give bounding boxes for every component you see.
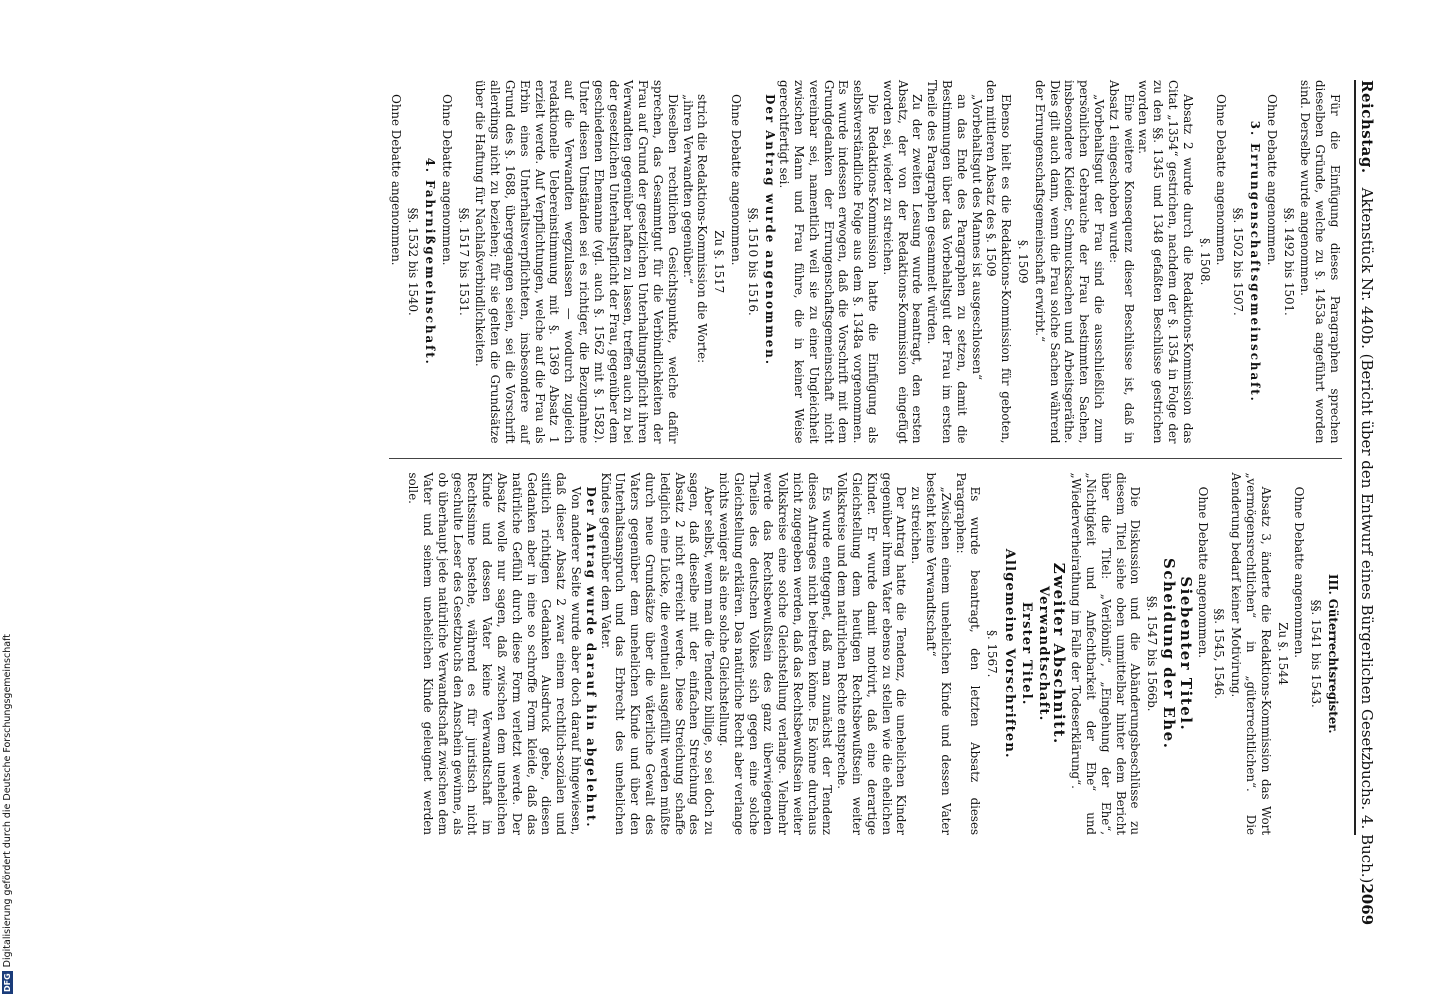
paragraph: Die Diskussion und die Abänderungsbeschlüsse zu diesem Titel siehe oben unmittelbar hinter dem Bericht über die Titel: „Verlöbniß“, „Eingehung der Ehe“, „Nichtigkeit und Anfechtbarkeit der Ehe“ und „Wiederverheirathung im Falle der Todeserklärung“. [1069, 472, 1143, 835]
two-column-body [389, 80, 1342, 835]
section-heading: §§. 1541 bis 1543. [1309, 599, 1324, 708]
paragraph: Ohne Debatte angenommen. [439, 94, 454, 266]
paragraph: Es wurde entgegnet, daß man zunächst der Tendenz dieses Antrages nicht beitreten könne. Es könne durchaus nicht zugegeben werden, daß das Rechtsbewußtsein weiter Volkskreise eine solche Gleichstellung verlange. Vielmehr werde das Rechtsbewußtsein des ganz überwiegenden Theiles des deutschen Volkes sich gegen eine solche Gleichstellung erklären. Das natürliche Recht aber verlange nichts weniger als eine solche Gleichstellung. [716, 472, 835, 835]
paragraph: Von anderer Seite wurde aber doch darauf hingewiesen, daß dieser Absatz 2 zwar einem rechtlich-sozialen und sittlich richtigen Gedanken Ausdruck gebe, diesen Gedanken aber in eine so schroffe Form kleide, daß das natürliche Gefühl durch diese Form verletzt werde. Der Absatz wolle nur sagen, daß zwischen dem unehelichen Kinde und dessen Vater keine Verwandtschaft im Rechtssinne bestehe, während es für juristisch nicht geschulte Leser des Gesetzbuchs den Anschein gewinne, als ob überhaupt jede natürliche Verwandtschaft zwischen dem Vater und seinem unehelichen Kinde geleugnet werden solle. [406, 472, 583, 835]
section-heading: §§. 1532 bis 1540. [406, 207, 421, 316]
header-title: Aktenstück Nr. 440b. (Bericht über den Entwurf eines Bürgerlichen Gesetzbuchs. 4. Buch.) [1358, 187, 1376, 884]
header-left: Reichstag. [1358, 80, 1376, 174]
paragraph: Absatz 3, änderte die Redaktions-Kommission das Wort „vermögensrechtlichen“ in „güterrechtlichen“. Die Aenderung bedarf keiner Motivirung. [1229, 472, 1273, 835]
paragraph: Ohne Debatte angenommen. [1214, 94, 1229, 266]
section-heading: Zu §. 1517 [712, 230, 727, 294]
paragraph: „Vorbehaltsgut des Mannes ist ausgeschlossen“ [969, 94, 984, 380]
paragraph: Für die Einfügung dieses Paragraphen sprechen dieselben Gründe, welche zu §. 1453a angeführt worden sind. Derselbe wurde angenommen. [1298, 80, 1342, 444]
paragraph: „Zwischen einem unehelichen Kinde und dessen Vater besteht keine Verwandtschaft“ [924, 472, 953, 835]
dfg-logo: DFG [3, 973, 12, 992]
right-column [389, 458, 1342, 836]
paragraph: zu streichen. [909, 486, 924, 564]
section-heading: §§. 1517 bis 1531. [456, 207, 471, 316]
section-heading: 3. Errungenschaftsgemeinschaft. [1248, 120, 1263, 403]
paragraph: „ihren Verwandten gegenüber.“ [680, 94, 695, 284]
section-heading: III. Güterrechtsregister. [1326, 574, 1340, 734]
digitization-credit-text: Digitalisierung gefördert durch die Deutsche Forschungsgemeinschaft [2, 634, 13, 968]
paragraph: Ebenso hielt es die Redaktions-Kommission für geboten, den mittleren Absatz des §. 1509 [984, 80, 1014, 444]
section-heading: §§. 1547 bis 1566b. [1145, 595, 1160, 712]
paragraph: Es wurde beantragt, den letzten Absatz dieses Paragraphen: [953, 472, 983, 835]
section-heading: §§. 1502 bis 1507. [1231, 207, 1246, 316]
paragraph: Eine weitere Konsequenz dieser Beschlüsse ist, daß in Absatz 1 eingeschoben wurde: [1106, 80, 1136, 444]
paragraph: Der Antrag hatte die Tendenz, die unehelichen Kinder gegenüber ihrem Vater ebenso zu stellen wie die ehelichen Kinder. Er wurde damit motivirt, daß eine derartige Gleichstellung dem heutigen Rechtsbewußtsein weiter Volkskreise und dem natürlichen Rechte entspreche. [835, 472, 909, 835]
paragraph: Ohne Debatte angenommen. [1195, 486, 1210, 659]
section-heading: Siebenter Titel. [1176, 576, 1195, 732]
paragraph: Ohne Debatte angenommen. [1264, 94, 1279, 266]
paragraph: strich die Redaktions-Kommission die Worte: [695, 94, 710, 364]
paragraph: Zu der zweiten Lesung wurde beantragt, den ersten Absatz, der von der Redaktions-Kommission eingefügt worden sei, wieder zu streichen. [880, 80, 925, 444]
paragraph: Der Antrag wurde darauf hin abgelehnt. [583, 486, 598, 829]
paragraph: Der Antrag wurde angenommen. [762, 94, 777, 366]
paragraph: an das Ende des Paragraphen zu setzen, damit die Bestimmungen über das Vorbehaltsgut der Frau im ersten Theile des Paragraphen gesammelt würden. [925, 80, 969, 444]
section-heading: §. 1567. [985, 630, 1000, 678]
section-heading: §§. 1510 bis 1516. [745, 207, 760, 316]
section-heading: 4. Fahrnißgemeinschaft. [422, 157, 437, 366]
section-heading: §. 1508. [1197, 238, 1212, 286]
paragraph: Dieselben rechtlichen Gesichtspunkte, welche dafür sprechen, das Gesammtgut für die Verbindlichkeiten der Frau auf Grund der gesetzlichen Unterhaltungspflicht ihren Verwandten gegenüber haften zu lassen, treffen auch zu bei der gesetzlichen Unterhaltspflicht der Frau, gegenüber dem geschiedenen Ehemanne (vgl. auch §. 1562 mit §. 1582). Unter diesen Umständen sei es richtiger, die Bezugnahme auf die Verwandten wegzulassen — wodurch zugleich redaktionelle Uebereinstimmung mit §. 1369 Absatz 1 erzielt werde. Auf Verpflichtungen, welche auf die Frau als Erbin eines Unterhaltsverpflichteten, insbesondere auf Grund des §. 1688, übergegangen seien, sei die Vorschrift allerdings nicht zu beziehen; für sie gelten die Grundsätze über die Haftung für Nachlaßverbindlichkeiten. [473, 80, 680, 444]
section-heading: Verwandtschaft. [1035, 586, 1051, 722]
section-heading: Allgemeine Vorschriften. [1002, 548, 1018, 759]
page-number: 2069 [1358, 883, 1376, 926]
paragraph: Ohne Debatte angenommen. [728, 94, 743, 266]
paragraph: Aber selbst, wenn man die Tendenz billige, so sei doch zu sagen, daß dieselbe mit der einfachen Streichung des Absatz 2 nicht erreicht werde. Diese Streichung schaffe lediglich eine Lücke, die eventuell ausgefüllt werden müßte durch neue Grundsätze über die väterliche Gewalt des Vaters gegenüber dem unehelichen Kinde und über den Unterhaltsanspruch und das Erbrecht des unehelichen Kindes gegenüber dem Vater. [598, 472, 717, 835]
paragraph: Ohne Debatte angenommen. [389, 94, 404, 266]
section-heading: Zweiter Abschnitt. [1050, 562, 1069, 745]
section-heading: §. 1509 [1016, 240, 1031, 284]
section-heading: §§. 1492 bis 1501. [1281, 207, 1296, 316]
left-column [389, 80, 1342, 458]
paragraph: Ohne Debatte angenommen. [1292, 486, 1307, 659]
paragraph: Die Redaktions-Kommission hatte die Einfügung als selbstverständliche Folge aus dem §. 1348a vorgenommen. Es wurde indessen erwogen, daß die Vorschrift mit dem Grundgedanken der Errungenschaftsgemeinschaft nicht vereinbar sei, namentlich weil sie zu einer Ungleichheit zwischen Mann und Frau führe, die in keiner Weise gerechtfertigt sei. [777, 80, 881, 444]
section-heading: Zu §. 1544 [1275, 622, 1290, 686]
section-heading: Erster Titel. [1018, 601, 1034, 706]
section-heading: §§. 1545, 1546. [1212, 608, 1227, 700]
section-heading: Scheidung der Ehe. [1160, 558, 1179, 750]
page-header [1354, 80, 1376, 926]
paragraph: Absatz 2 wurde durch die Redaktions-Kommission das Citat „1354“ gestrichen, nachdem der §. 1354 in Folge der zu den §§. 1345 und 1348 gefaßten Beschlüsse gestrichen worden war. [1136, 80, 1195, 444]
paragraph: „Vorbehaltsgut der Frau sind die ausschließlich zum persönlichen Gebrauche der Frau bestimmten Sachen, insbesondere Kleider, Schmucksachen und Arbeitsgeräthe. Dies gilt auch dann, wenn die Frau solche Sachen während der Errungenschaftsgemeinschaft erwirbt.“ [1032, 80, 1107, 444]
digitization-credit [2, 634, 13, 994]
